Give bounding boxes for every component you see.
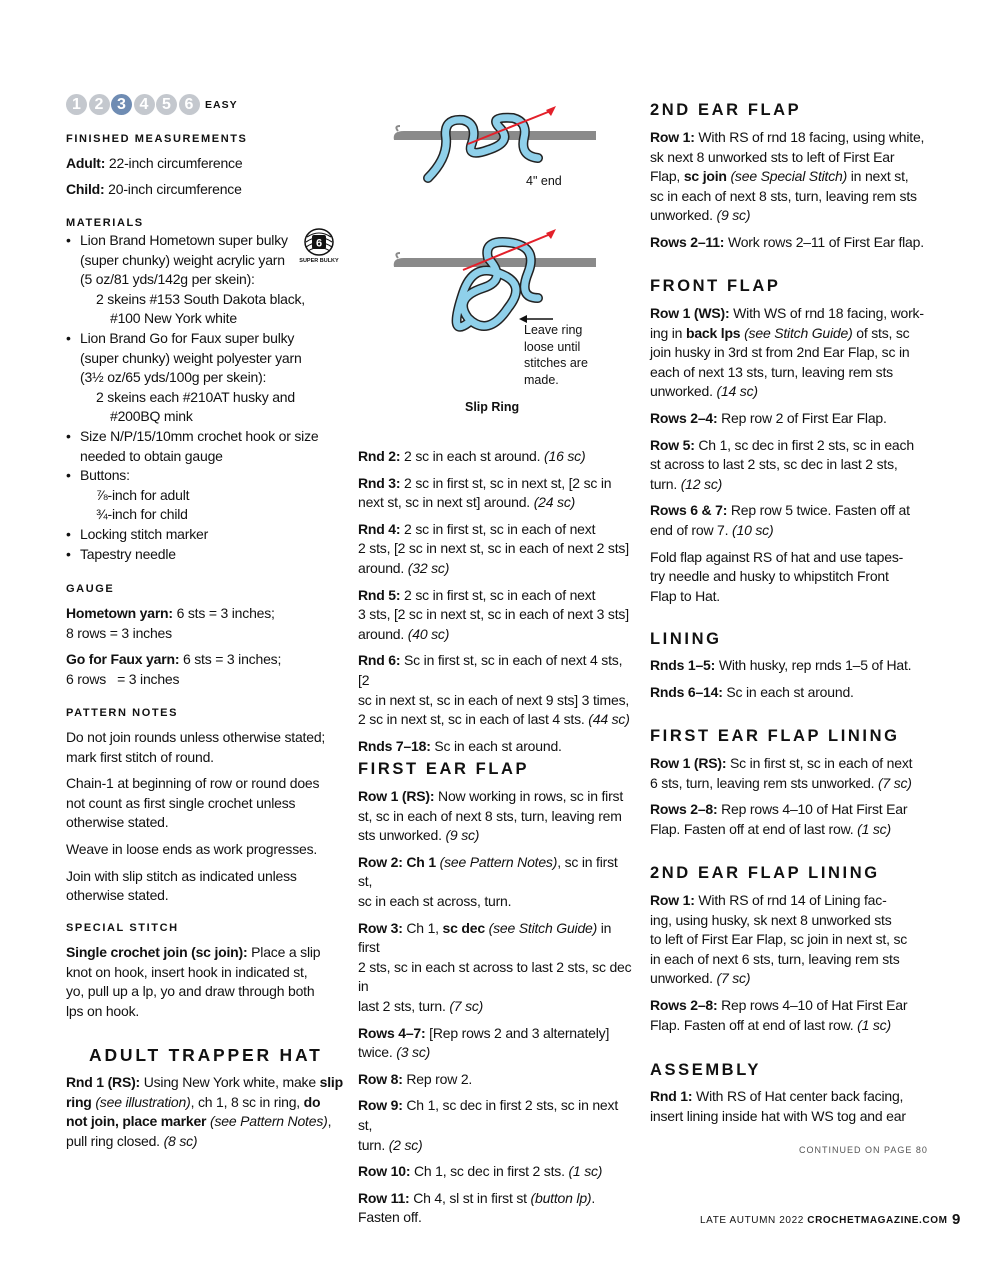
assembly-title: ASSEMBLY xyxy=(650,1061,761,1079)
materials-title: MATERIALS xyxy=(66,217,144,229)
first-ear-flap-lining-title: FIRST EAR FLAP LINING xyxy=(650,727,900,745)
yarn-weight-number: 6 xyxy=(315,237,323,250)
front-flap-title: FRONT FLAP xyxy=(650,277,781,295)
level-6: 6 xyxy=(179,94,200,115)
second-ear-flap-title: 2ND EAR FLAP xyxy=(650,101,802,119)
level-3: 3 xyxy=(111,94,132,115)
hat-title: ADULT TRAPPER HAT xyxy=(89,1045,323,1065)
level-5: 5 xyxy=(156,94,177,115)
end-label: 4" end xyxy=(526,174,562,188)
page-number: 9 xyxy=(952,1211,961,1228)
leave-ring-note: Leave ring loose until stitches are made. xyxy=(524,323,588,387)
slip-ring-illustration xyxy=(388,98,618,423)
notes-title: PATTERN NOTES xyxy=(66,707,179,719)
lining: Rnds 1–5: With husky, rep rnds 1–5 of Hat. Rnds 6–14: Sc in each st around. xyxy=(650,657,912,700)
measurements: Adult: 22-inch circumference Child: 20-inch circumference xyxy=(66,155,243,197)
hat-rnd-1: Rnd 1 (RS): Using New York white, make slip ring (see illustration), ch 1, 8 sc in ring, do not join, place marker (see Pattern Notes), pull ring closed. (8 sc) xyxy=(66,1074,343,1149)
pattern-notes: Do not join rounds unless otherwise stated; mark first stitch of round. Chain-1 at beginning of row or round does not count as first single crochet unless otherwise stated. Weave in loose ends as work progresses. Join with slip stitch as indicated unless otherwise stated. xyxy=(66,729,326,904)
list-item: • Tapestry needle xyxy=(66,545,336,565)
second-ear-flap-lining: Row 1: With RS of rnd 14 of Lining fac- ing, using husky, sk next 8 unworked sts to left of First Ear Flap, sc join in next st, sc in each of next 6 sts, turn, leaving rem sts unworked. (7 sc) Rows 2–8: Rep rows 4–10 of Hat First Ear Flap. Fasten off at end of last row. (1 sc) xyxy=(650,892,908,1033)
skill-level xyxy=(66,94,238,115)
list-item: • Locking stitch marker xyxy=(66,525,336,545)
illustration-caption: Slip Ring xyxy=(465,400,520,414)
first-ear-flap-title: FIRST EAR FLAP xyxy=(358,760,530,778)
footer: LATE AUTUMN 2022 CROCHETMAGAZINE.COM xyxy=(700,1215,948,1226)
special-stitch: Single crochet join (sc join): Place a slip knot on hook, insert hook in indicated st, yo, pull up a lp, yo and draw through both lps on hook. xyxy=(66,944,321,1019)
skill-label: EASY xyxy=(205,98,238,111)
first-ear-flap-lining: Row 1 (RS): Sc in first st, sc in each of next 6 sts, turn, leaving rem sts unworked. (7 sc) Rows 2–8: Rep rows 4–10 of Hat First Ear Flap. Fasten off at end of last row. (1 sc) xyxy=(650,755,913,837)
hat-rnds: Rnd 2: 2 sc in each st around. (16 sc) Rnd 3: 2 sc in first st, sc in next st, [2 sc in next st, sc in next st] around. (24 sc) Rnd 4: 2 sc in first st, sc in each of next 2 sts, [2 sc in next st, sc in each of next 2 sts] around. (32 sc) Rnd 5: 2 sc in first st, sc in each of next 3 sts, [2 sc in next st, sc in each of next 3 sts] around. (40 sc) Rnd 6: Sc in first st, sc in each of next 4 sts, [2 sc in next st, sc in each of next 9 sts] 3 times, 2 sc in next st, sc in each of last 4 sts. (44 sc) Rnds 7–18: Sc in each st around. xyxy=(358,448,630,754)
special-title: SPECIAL STITCH xyxy=(66,922,179,934)
gauge-title: GAUGE xyxy=(66,583,115,595)
front-flap: Row 1 (WS): With WS of rnd 18 facing, work- ing in back lps (see Stitch Guide) of sts, sc join husky in 3rd st from 2nd Ear Flap, sc in each of next 13 sts, turn, leaving rem sts unworked. (14 sc) Rows 2–4: Rep row 2 of First Ear Flap. Row 5: Ch 1, sc dec in first 2 sts, sc in each st across to last 2 sts, sc dec in last 2 sts, turn. (12 sc) Rows 6 & 7: Rep row 5 twice. Fasten off at end of row 7. (10 sc) Fold flap against RS of hat and use tapes- try needle and husky to whipstitch Front Flap to Hat. xyxy=(650,305,924,604)
level-2: 2 xyxy=(89,94,110,115)
second-ear-flap-lining-title: 2ND EAR FLAP LINING xyxy=(650,864,880,882)
finished-title: FINISHED MEASUREMENTS xyxy=(66,133,248,145)
list-item: • Size N/P/15/10mm crochet hook or size needed to obtain gauge xyxy=(66,427,336,466)
level-4: 4 xyxy=(134,94,155,115)
list-item: • Lion Brand Go for Faux super bulky (super chunky) weight polyester yarn (3½ oz/65 yds/100g per skein): 2 skeins each #210AT husky and #200BQ mink xyxy=(66,329,336,427)
second-ear-flap: Row 1: With RS of rnd 18 facing, using white, sk next 8 unworked sts to left of First Ear Flap, sc join (see Special Stitch) in next st, sc in each of next 8 sts, turn, leaving rem sts unworked. (9 sc) Rows 2–11: Work rows 2–11 of First Ear flap. xyxy=(650,129,925,250)
gauge-text: Hometown yarn: 6 sts = 3 inches; 8 rows = 3 inches Go for Faux yarn: 6 sts = 3 inches; 6 rows = 3 inches xyxy=(66,605,282,687)
assembly: Rnd 1: With RS of Hat center back facing, insert lining inside hat with WS tog and ear xyxy=(650,1088,906,1124)
list-item: • Lion Brand Hometown super bulky (super chunky) weight acrylic yarn (5 oz/81 yds/142g per skein): 2 skeins #153 South Dakota black, #100 New York white xyxy=(66,231,336,329)
first-ear-flap: Row 1 (RS): Now working in rows, sc in first st, sc in each of next 8 sts, turn, leaving rem sts unworked. (9 sc) Row 2: Ch 1 (see Pattern Notes), sc in first st, sc in each st across, turn. Row 3: Ch 1, sc dec (see Stitch Guide) in first 2 sts, sc in each st across to last 2 sts, sc dec in last 2 sts, turn. (7 sc) Rows 4–7: [Rep rows 2 and 3 alternately] twice. (3 sc) Row 8: Rep row 2. Row 9: Ch 1, sc dec in first 2 sts, sc in next st, turn. (2 sc) Row 10: Ch 1, sc dec in first 2 sts. (1 sc) Row 11: Ch 4, sl st in first st (button lp). Fasten off. xyxy=(358,788,632,1226)
level-1: 1 xyxy=(66,94,87,115)
yarn-weight-label: SUPER BULKY xyxy=(299,258,339,264)
list-item: • Buttons: ⅞-inch for adult ¾-inch for child xyxy=(66,466,336,525)
continued-note: CONTINUED ON PAGE 80 xyxy=(799,1145,928,1155)
materials-list xyxy=(66,231,336,564)
lining-title: LINING xyxy=(650,630,722,648)
